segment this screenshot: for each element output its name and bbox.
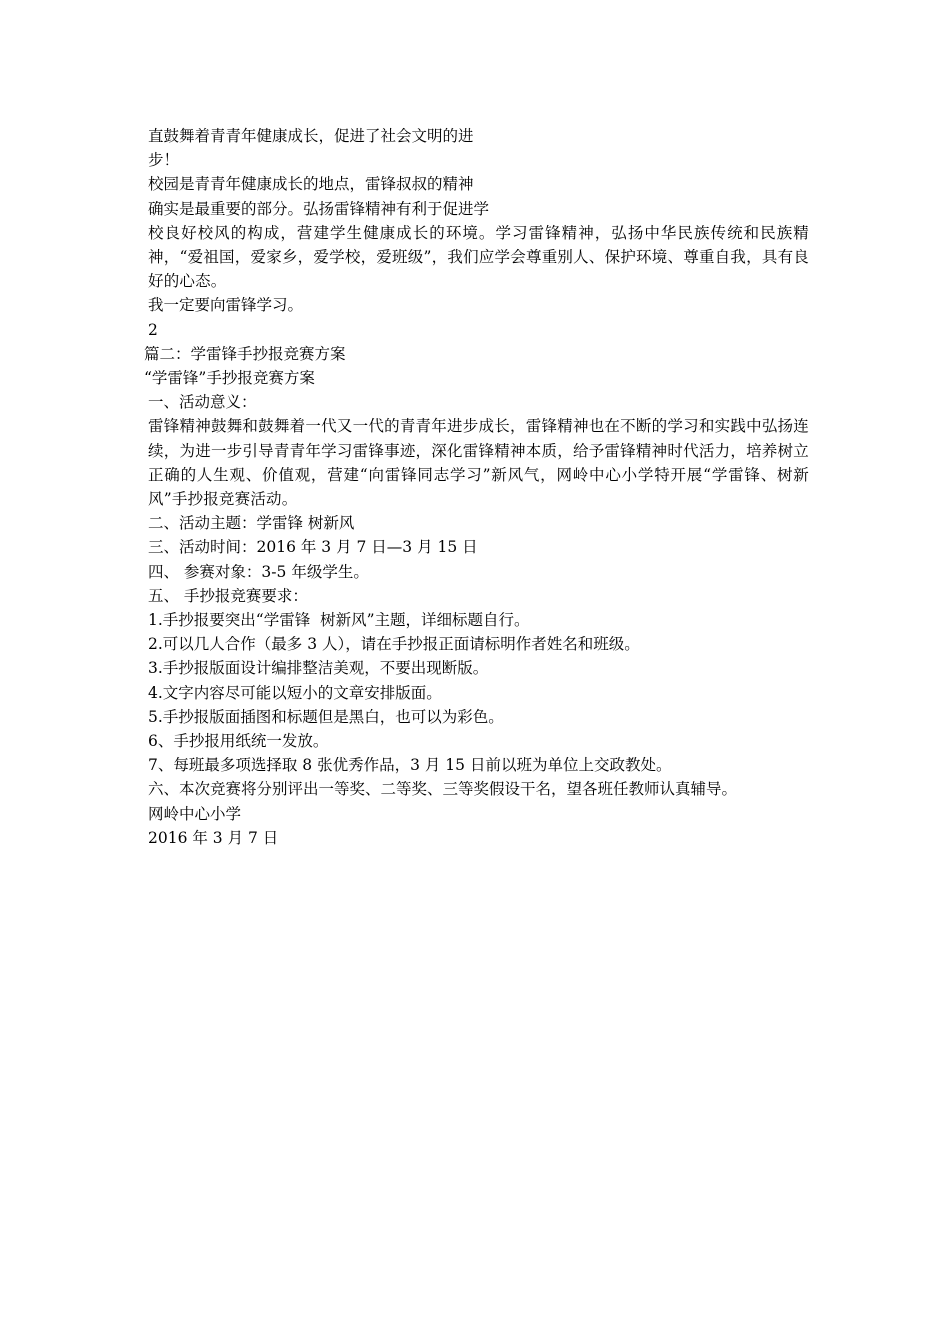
activity-theme: 二、活动主题：学雷锋 树新风 [148, 514, 355, 533]
heading-requirements: 五、 手抄报竞赛要求： [148, 586, 308, 605]
signature-school: 网岭中心小学 [148, 804, 242, 823]
heading-activity-meaning: 一、活动意义： [148, 393, 257, 412]
requirement-3: 3.手抄报版面设计编排整洁美观，不要出现断版。 [148, 659, 489, 678]
text-line-3: 校园是青青年健康成长的地点，雷锋叔叔的精神 [148, 175, 474, 194]
awards-note: 六、本次竞赛将分别评出一等奖、二等奖、三等奖假设干名，望各班任教师认真辅导。 [148, 780, 738, 799]
requirement-1: 1.手抄报要突出“学雷锋 树新风”主题，详细标题自行。 [148, 611, 530, 630]
text-line-1: 直鼓舞着青青年健康成长，促进了社会文明的进 [148, 127, 474, 145]
text-line-2: 步！ [148, 151, 180, 170]
requirement-2: 2.可以几人合作（最多 3 人），请在手抄报正面请标明作者姓名和班级。 [148, 635, 640, 654]
section-heading: 篇二：学雷锋手抄报竞赛方案 [144, 344, 346, 363]
document-title: “学雷锋”手抄报竞赛方案 [144, 369, 315, 388]
paragraph-activity-meaning: 雷锋精神鼓舞和鼓舞着一代又一代的青青年进步成长，雷锋精神也在不断的学习和实践中弘扬连续，为进一步引导青青年学习雷锋事迹，深化雷锋精神本质，给予雷锋精神时代活力，培养树立正确的人生观、价值观，营建“向雷锋同志学习”新风气，网岭中心小学特开展“学雷锋、树新风”手抄报竞赛活动。 [148, 417, 809, 509]
signature-date: 2016 年 3 月 7 日 [148, 828, 279, 847]
requirement-5: 5.手抄报版面插图和标题但是黑白，也可以为彩色。 [148, 707, 504, 726]
text-line-4: 确实是最重要的部分。弘扬雷锋精神有利于促进学 [148, 199, 490, 218]
requirement-6: 6、手抄报用纸统一发放。 [148, 732, 329, 751]
text-line-learn-leifeng: 我一定要向雷锋学习。 [148, 296, 304, 315]
paragraph-school-spirit: 校良好校风的构成，营建学生健康成长的环境。学习雷锋精神，弘扬中华民族传统和民族精神，“爱祖国，爱家乡，爱学校，爱班级”，我们应学会尊重别人、保护环境、尊重自我，具有良好的心态。 [148, 223, 809, 291]
participants: 四、 参赛对象：3-5 年级学生。 [148, 562, 369, 581]
page-number: 2 [148, 320, 158, 339]
requirement-7: 7、每班最多项选择取 8 张优秀作品，3 月 15 日前以班为单位上交政教处。 [148, 756, 672, 775]
activity-time: 三、活动时间：2016 年 3 月 7 日—3 月 15 日 [148, 538, 478, 557]
document-body [144, 124, 809, 850]
requirement-4: 4.文字内容尽可能以短小的文章安排版面。 [148, 683, 442, 702]
